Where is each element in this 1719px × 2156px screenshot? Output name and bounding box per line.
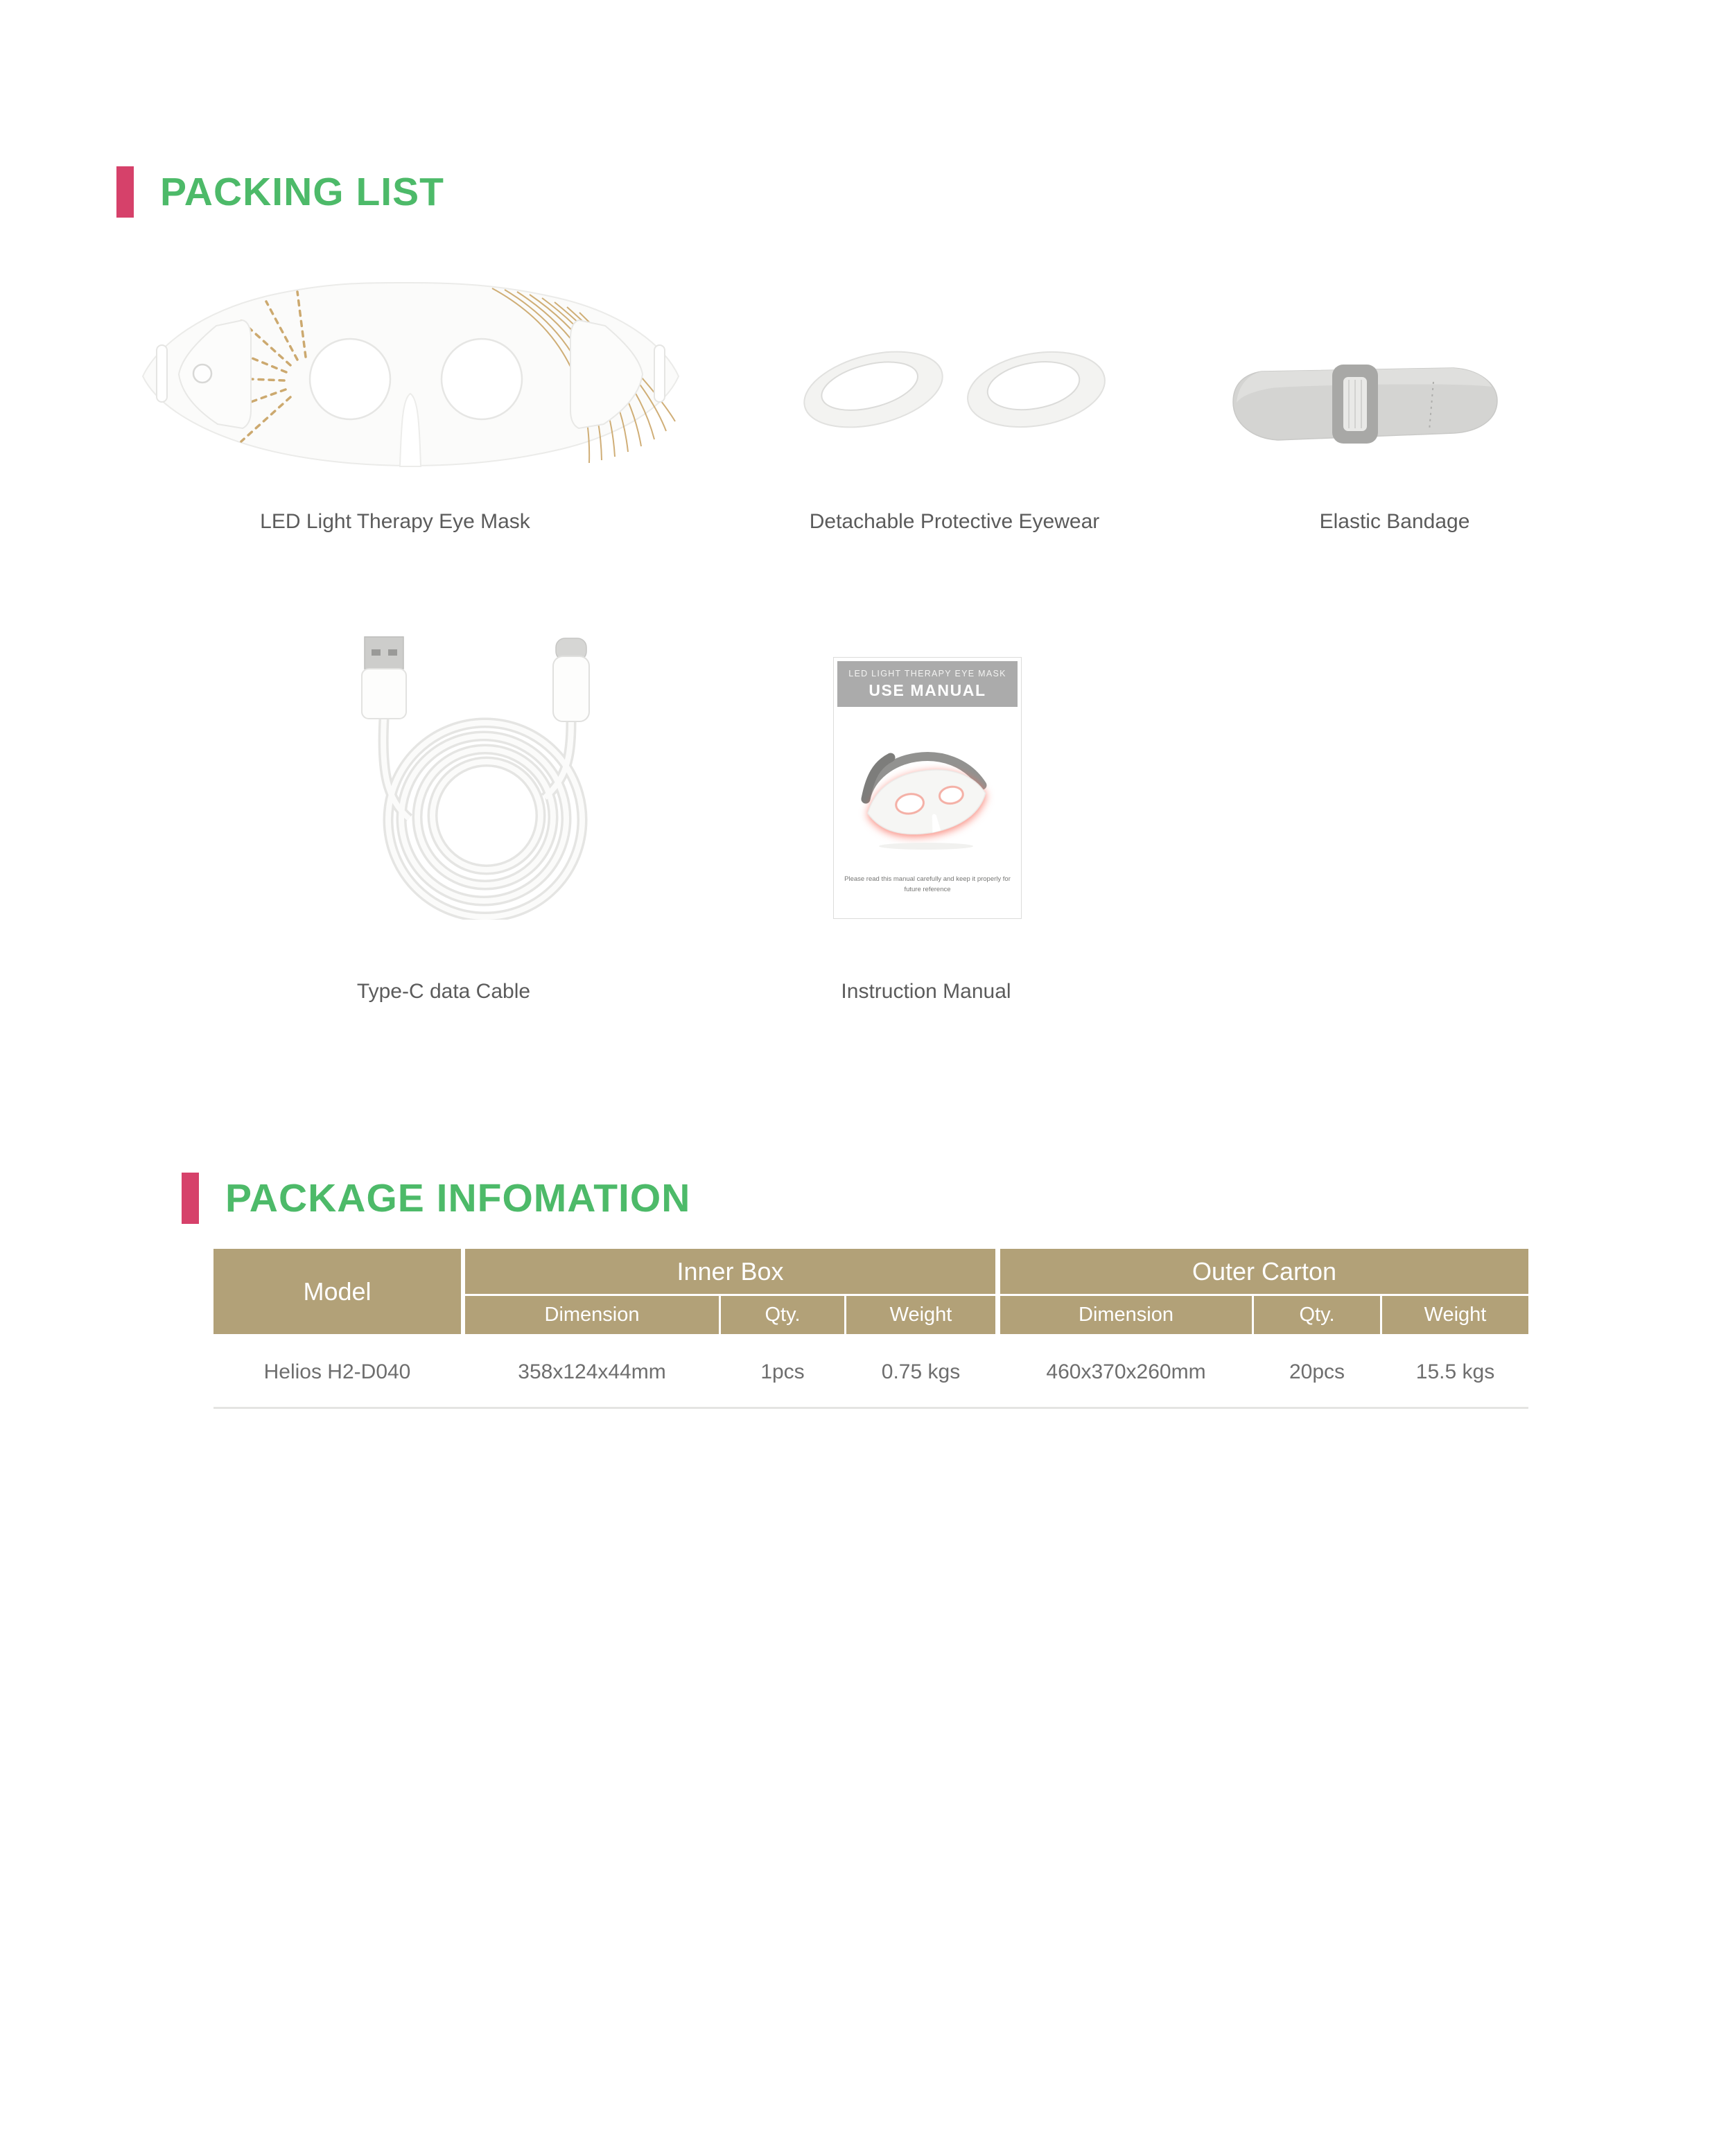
table-cell-outer-dimension: 460x370x260mm xyxy=(1046,1360,1206,1383)
usb-a-connector-icon xyxy=(362,637,406,719)
manual-header-band xyxy=(837,661,1018,707)
col-header-outer-dimension: Dimension xyxy=(1000,1296,1252,1334)
table-cell-inner-dimension: 358x124x44mm xyxy=(518,1360,666,1383)
protective-eyewear-icon xyxy=(794,341,1119,438)
item-caption: Instruction Manual xyxy=(841,980,1011,1003)
group-header-inner-box: Inner Box xyxy=(465,1249,995,1294)
manual-mask-illustration xyxy=(846,727,1010,852)
table-cell-outer-weight: 15.5 kgs xyxy=(1415,1360,1495,1383)
protective-eyewear-image xyxy=(794,341,1119,438)
eye-mask-image xyxy=(139,277,683,471)
elastic-bandage-image xyxy=(1228,359,1502,449)
accent-bar-icon xyxy=(116,166,134,218)
table-cell-model: Helios H2-D040 xyxy=(263,1360,411,1383)
col-header-outer-weight: Weight xyxy=(1382,1296,1528,1334)
package-information-title: PACKAGE INFOMATION xyxy=(225,1176,691,1220)
manual-note: Please read this manual carefully and keep it properly for future reference xyxy=(844,875,1011,893)
eye-mask-icon xyxy=(139,277,683,471)
manual-subtitle: USE MANUAL xyxy=(869,681,986,699)
item-caption: Type-C data Cable xyxy=(356,980,531,1003)
col-header-inner-weight: Weight xyxy=(846,1296,995,1334)
packing-list-section-header xyxy=(116,166,444,218)
elastic-bandage-icon xyxy=(1228,359,1502,449)
table-cell-inner-qty: 1pcs xyxy=(760,1360,805,1383)
col-header-inner-qty: Qty. xyxy=(721,1296,844,1334)
packing-list-title: PACKING LIST xyxy=(160,170,444,214)
item-caption: Elastic Bandage xyxy=(1319,510,1470,533)
table-cell-inner-weight: 0.75 kgs xyxy=(881,1360,961,1383)
table-bottom-divider xyxy=(213,1407,1528,1409)
accent-bar-icon xyxy=(182,1173,199,1224)
type-c-cable-image xyxy=(312,634,596,920)
type-c-cable-icon xyxy=(312,634,596,920)
power-button-icon xyxy=(193,365,211,383)
package-information-table xyxy=(213,1249,1528,1415)
col-header-outer-qty: Qty. xyxy=(1254,1296,1380,1334)
table-cell-outer-qty: 20pcs xyxy=(1289,1360,1345,1383)
manual-title: LED LIGHT THERAPY EYE MASK xyxy=(848,668,1006,678)
col-header-model: Model xyxy=(213,1249,461,1334)
package-information-section-header xyxy=(182,1173,690,1224)
group-header-outer-carton: Outer Carton xyxy=(1000,1249,1528,1294)
instruction-manual-image xyxy=(833,657,1022,919)
col-header-inner-dimension: Dimension xyxy=(465,1296,719,1334)
item-caption: Detachable Protective Eyewear xyxy=(809,510,1100,533)
usb-c-connector-icon xyxy=(553,638,589,721)
item-caption: LED Light Therapy Eye Mask xyxy=(260,510,530,533)
